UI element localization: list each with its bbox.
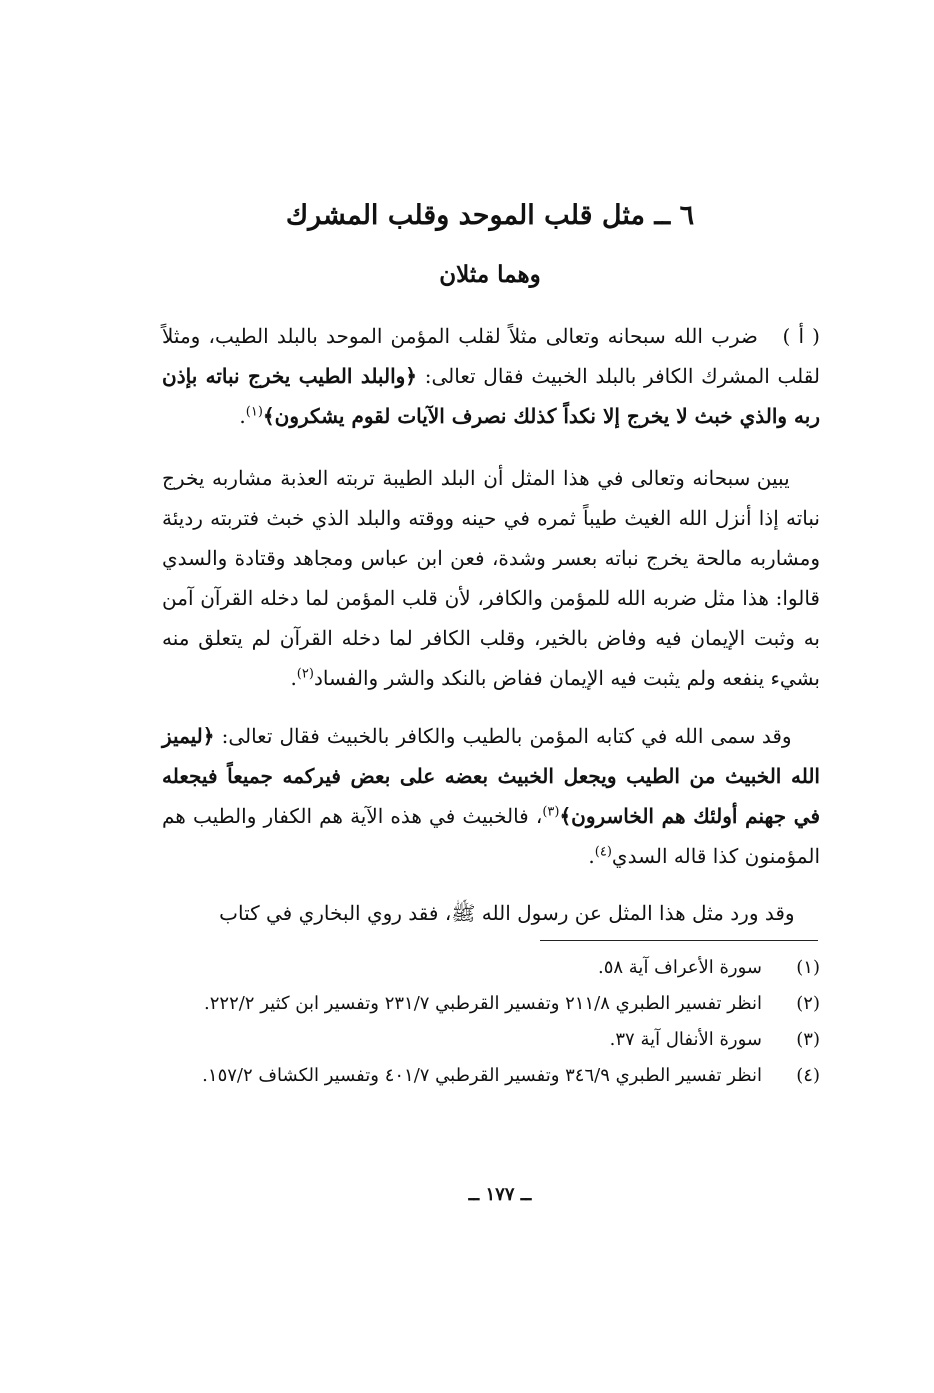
footnote (162, 1022, 820, 1058)
quran-quote: ﴿ليميز الله الخبيث من الطيب ويجعل الخبيث بعضه على بعض فيركمه جميعاً فيجعله في جهنم أولئك هم الخاسرون﴾ (162, 724, 821, 828)
footnote-ref: (١) (245, 404, 263, 420)
footnote (162, 1058, 820, 1094)
paragraph-text: ضرب الله سبحانه وتعالى مثلاً لقلب المؤمن الموحد بالبلد الطيب، ومثلاً لقلب المشرك الكافر بالبلد الخبيث فقال تعالى: (162, 324, 820, 388)
page-number: ــ ١٧٧ ــ (468, 1184, 532, 1205)
footnote (162, 986, 820, 1022)
sentence-end: . (588, 844, 595, 868)
footnote-divider (540, 940, 818, 941)
sentence-end: . (239, 404, 246, 428)
footnote-ref: (٣) (542, 804, 560, 820)
paragraph-explanation (162, 458, 820, 698)
footnote-text: سورة الأنفال آية ٣٧. (609, 1029, 762, 1050)
footnote (162, 950, 820, 986)
paragraph-hadith (162, 893, 820, 933)
paragraph-text: وقد ورد مثل هذا المثل عن رسول الله ﷺ، فقد روي البخاري في كتاب (219, 901, 795, 925)
paragraph-text: ، فالخبيث في هذه الآية هم الكفار والطيب هم المؤمنون كذا قاله السدي (162, 804, 820, 868)
footnote-number: (١) (796, 957, 820, 978)
paragraph-text: يبين سبحانه وتعالى في هذا المثل أن البلد الطيبة تربته العذبة مشاربه يخرج نباته إذا أنزل الله الغيث طيباً ثمره في حينه ووقته والبلد الذي خبث فتربته رديئة ومشاربه مالحة يخرج نباته بعسر وشدة، فعن ابن عباس ومجاهد وقتادة والسدي قالوا: هذا مثل ضربه الله للمؤمن والكافر، لأن قلب المؤمن لما دخله القرآن آمن به وثبت الإيمان فيه وفاض بالخير، وقلب الكافر لما دخله القرآن لم يتعلق منه بشيء ينفعه ولم يثبت فيه الإيمان ففاض بالنكد والشر والفساد (162, 466, 821, 690)
section-title: ٦ ــ مثل قلب الموحد وقلب المشرك (285, 200, 695, 231)
sentence-end: . (290, 666, 297, 690)
footnote-text: انظر تفسير الطبري ٢١١/٨ وتفسير القرطبي ٢٣١/٧ وتفسير ابن كثير ٢٢٢/٢. (204, 993, 762, 1014)
footnote-number: (٢) (796, 993, 820, 1014)
footnote-number: (٤) (796, 1065, 820, 1086)
paragraph-label: ( أ ) (782, 324, 820, 348)
section-subtitle: وهما مثلان (439, 261, 541, 288)
footnote-text: سورة الأعراف آية ٥٨. (597, 957, 762, 978)
quran-quote: ﴿والبلد الطيب يخرج نباته بإذن ربه والذي خبث لا يخرج إلا نكداً كذلك نصرف الآيات لقوم يشكرون﴾ (162, 364, 820, 428)
footnotes (162, 950, 820, 1094)
footnote-number: (٣) (796, 1029, 820, 1050)
footnote-ref: (٢) (296, 666, 314, 682)
paragraph-a (162, 316, 820, 436)
paragraph-text: وقد سمى الله في كتابه المؤمن بالطيب والكافر بالخبيث فقال تعالى: (214, 724, 792, 748)
footnote-ref: (٤) (594, 844, 612, 860)
paragraph-naming (162, 716, 820, 876)
footnote-text: انظر تفسير الطبري ٣٤٦/٩ وتفسير القرطبي ٤٠١/٧ وتفسير الكشاف ١٥٧/٢. (202, 1065, 762, 1086)
